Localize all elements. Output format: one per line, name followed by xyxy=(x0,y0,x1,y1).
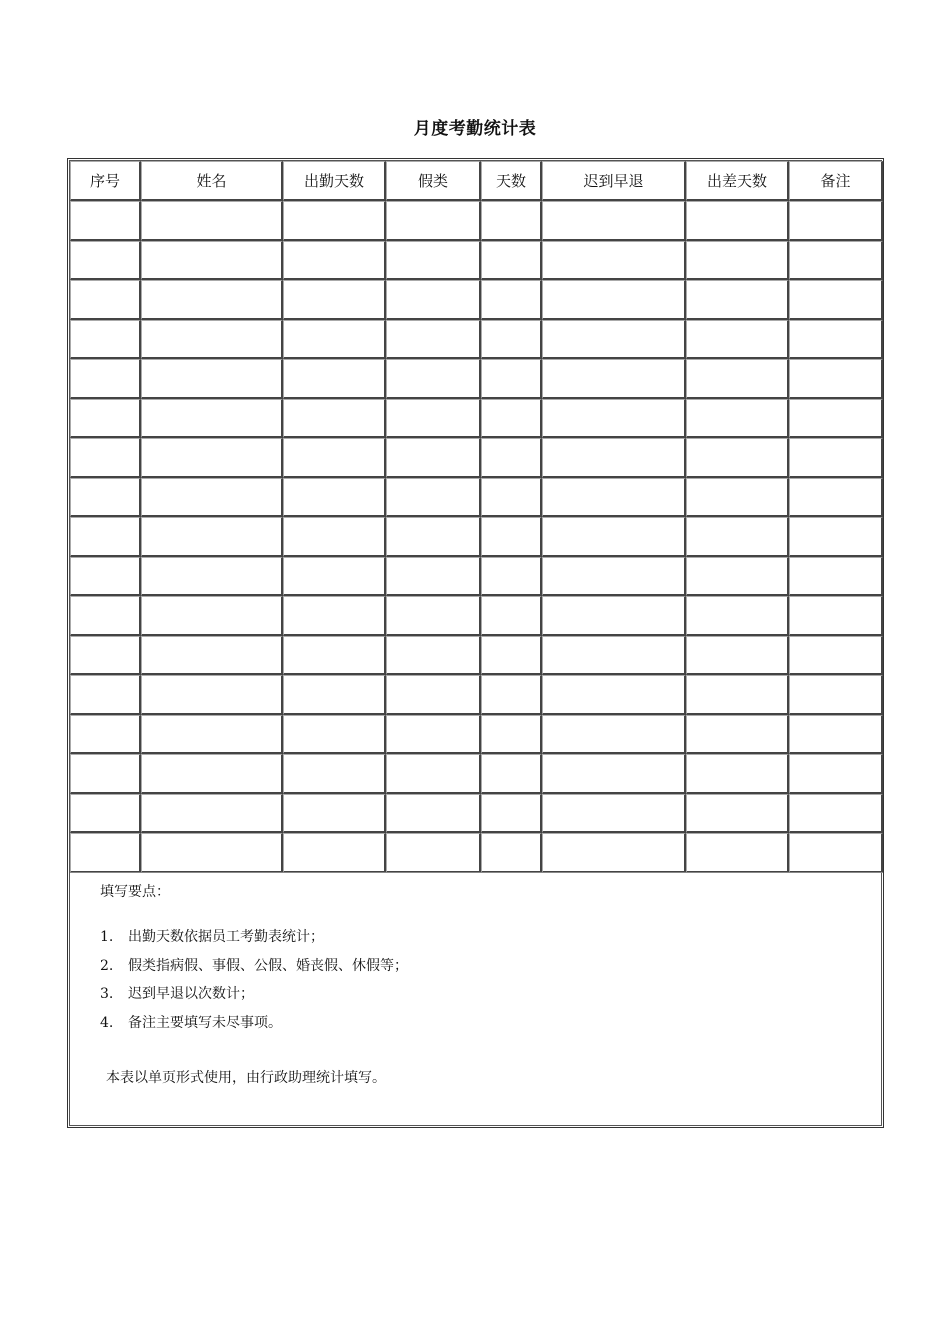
table-row xyxy=(70,794,883,834)
table-row xyxy=(70,280,883,320)
table-cell[interactable] xyxy=(283,478,386,518)
table-cell[interactable] xyxy=(789,596,883,636)
note-item xyxy=(100,956,408,985)
table-cell[interactable] xyxy=(386,596,481,636)
note-number: 4. xyxy=(100,1014,114,1031)
header-attendance-days: 出勤天数 xyxy=(283,161,386,201)
note-text: 假类指病假、事假、公假、婚丧假、休假等； xyxy=(128,957,408,974)
table-cell[interactable] xyxy=(141,241,283,281)
table-cell[interactable] xyxy=(789,438,883,478)
table-cell[interactable] xyxy=(283,517,386,557)
table-cell[interactable] xyxy=(686,320,789,360)
attendance-sheet xyxy=(67,158,884,1128)
table-cell[interactable] xyxy=(70,675,141,715)
table-cell[interactable] xyxy=(283,359,386,399)
table-cell[interactable] xyxy=(283,596,386,636)
table-row xyxy=(70,201,883,241)
table-cell[interactable] xyxy=(386,636,481,676)
note-number: 1. xyxy=(100,929,114,945)
table-cell[interactable] xyxy=(542,478,686,518)
table-cell[interactable] xyxy=(686,438,789,478)
table-row xyxy=(70,517,883,557)
table-cell[interactable] xyxy=(386,201,481,241)
notes-title: 填写要点： xyxy=(100,884,170,900)
table-cell[interactable] xyxy=(686,359,789,399)
table-cell[interactable] xyxy=(70,833,141,873)
table-cell[interactable] xyxy=(481,794,542,834)
table-cell[interactable] xyxy=(542,517,686,557)
table-cell[interactable] xyxy=(789,399,883,439)
table-cell[interactable] xyxy=(686,794,789,834)
table-cell[interactable] xyxy=(70,280,141,320)
table-cell[interactable] xyxy=(789,478,883,518)
table-cell[interactable] xyxy=(70,359,141,399)
table-row xyxy=(70,636,883,676)
table-cell[interactable] xyxy=(386,359,481,399)
table-cell[interactable] xyxy=(283,280,386,320)
note-item xyxy=(100,927,408,956)
table-cell[interactable] xyxy=(542,359,686,399)
table-cell[interactable] xyxy=(542,320,686,360)
table-cell[interactable] xyxy=(386,833,481,873)
table-row xyxy=(70,359,883,399)
table-cell[interactable] xyxy=(481,557,542,597)
table-cell[interactable] xyxy=(70,241,141,281)
note-item xyxy=(100,1013,408,1042)
table-cell[interactable] xyxy=(141,833,283,873)
table-cell[interactable] xyxy=(141,478,283,518)
table-cell[interactable] xyxy=(789,359,883,399)
table-row xyxy=(70,399,883,439)
table-cell[interactable] xyxy=(686,754,789,794)
table-cell[interactable] xyxy=(686,399,789,439)
table-cell[interactable] xyxy=(481,596,542,636)
table-cell[interactable] xyxy=(686,715,789,755)
note-text: 出勤天数依据员工考勤表统计； xyxy=(128,929,324,945)
table-cell[interactable] xyxy=(686,636,789,676)
table-row xyxy=(70,675,883,715)
table-cell[interactable] xyxy=(789,280,883,320)
note-item xyxy=(100,984,408,1013)
table-cell[interactable] xyxy=(283,320,386,360)
table-cell[interactable] xyxy=(141,320,283,360)
notes-list xyxy=(100,927,408,1041)
table-cell[interactable] xyxy=(542,754,686,794)
table-row xyxy=(70,596,883,636)
table-cell[interactable] xyxy=(141,517,283,557)
table-cell[interactable] xyxy=(283,675,386,715)
table-cell[interactable] xyxy=(283,833,386,873)
table-cell[interactable] xyxy=(141,399,283,439)
table-cell[interactable] xyxy=(481,359,542,399)
table-cell[interactable] xyxy=(386,478,481,518)
table-cell[interactable] xyxy=(386,675,481,715)
table-cell[interactable] xyxy=(70,320,141,360)
table-row xyxy=(70,557,883,597)
table-cell[interactable] xyxy=(70,596,141,636)
table-cell[interactable] xyxy=(542,201,686,241)
table-cell[interactable] xyxy=(481,636,542,676)
table-cell[interactable] xyxy=(386,399,481,439)
table-cell[interactable] xyxy=(141,201,283,241)
table-cell[interactable] xyxy=(542,715,686,755)
table-cell[interactable] xyxy=(789,320,883,360)
table-cell[interactable] xyxy=(141,794,283,834)
table-cell[interactable] xyxy=(542,557,686,597)
table-row xyxy=(70,478,883,518)
table-row xyxy=(70,715,883,755)
notes-section xyxy=(70,872,883,1125)
table-cell[interactable] xyxy=(141,675,283,715)
table-cell[interactable] xyxy=(686,517,789,557)
table-cell[interactable] xyxy=(283,636,386,676)
table-cell[interactable] xyxy=(542,399,686,439)
table-cell[interactable] xyxy=(789,557,883,597)
table-cell[interactable] xyxy=(481,399,542,439)
note-number: 3. xyxy=(100,986,114,1002)
table-cell[interactable] xyxy=(283,201,386,241)
table-row xyxy=(70,438,883,478)
table-cell[interactable] xyxy=(481,754,542,794)
note-number: 2. xyxy=(100,957,114,974)
header-serial-number: 序号 xyxy=(70,161,141,201)
table-cell[interactable] xyxy=(70,794,141,834)
table-cell[interactable] xyxy=(686,675,789,715)
table-cell[interactable] xyxy=(386,754,481,794)
note-text: 备注主要填写未尽事项。 xyxy=(128,1014,282,1031)
table-cell[interactable] xyxy=(789,241,883,281)
table-cell[interactable] xyxy=(70,478,141,518)
page-title: 月度考勤统计表 xyxy=(413,119,537,139)
table-cell[interactable] xyxy=(789,675,883,715)
table-cell[interactable] xyxy=(141,636,283,676)
table-cell[interactable] xyxy=(141,754,283,794)
table-cell[interactable] xyxy=(789,636,883,676)
table-cell[interactable] xyxy=(386,241,481,281)
table-cell[interactable] xyxy=(542,675,686,715)
table-cell[interactable] xyxy=(789,833,883,873)
table-row xyxy=(70,320,883,360)
table-cell[interactable] xyxy=(386,438,481,478)
table-cell[interactable] xyxy=(542,636,686,676)
table-cell[interactable] xyxy=(686,241,789,281)
table-cell[interactable] xyxy=(386,517,481,557)
table-cell[interactable] xyxy=(481,438,542,478)
table-cell[interactable] xyxy=(70,438,141,478)
attendance-table xyxy=(70,161,883,873)
table-cell[interactable] xyxy=(789,201,883,241)
table-cell[interactable] xyxy=(542,596,686,636)
header-business-trip-days: 出差天数 xyxy=(686,161,789,201)
table-cell[interactable] xyxy=(70,517,141,557)
table-cell[interactable] xyxy=(386,320,481,360)
table-row xyxy=(70,241,883,281)
table-cell[interactable] xyxy=(283,715,386,755)
header-late-early-leave: 迟到早退 xyxy=(542,161,686,201)
table-cell[interactable] xyxy=(789,517,883,557)
table-cell[interactable] xyxy=(542,833,686,873)
table-cell[interactable] xyxy=(70,399,141,439)
table-cell[interactable] xyxy=(481,280,542,320)
table-cell[interactable] xyxy=(481,201,542,241)
header-name: 姓名 xyxy=(141,161,283,201)
table-cell[interactable] xyxy=(283,794,386,834)
table-body xyxy=(70,201,883,873)
table-cell[interactable] xyxy=(283,438,386,478)
table-cell[interactable] xyxy=(686,478,789,518)
table-cell[interactable] xyxy=(686,201,789,241)
header-row xyxy=(70,161,883,201)
table-cell[interactable] xyxy=(481,833,542,873)
table-cell[interactable] xyxy=(481,715,542,755)
table-cell[interactable] xyxy=(141,438,283,478)
table-cell[interactable] xyxy=(70,557,141,597)
table-cell[interactable] xyxy=(542,241,686,281)
table-cell[interactable] xyxy=(70,636,141,676)
header-leave-type: 假类 xyxy=(386,161,481,201)
table-cell[interactable] xyxy=(542,280,686,320)
table-cell[interactable] xyxy=(789,794,883,834)
table-cell[interactable] xyxy=(70,201,141,241)
table-cell[interactable] xyxy=(141,557,283,597)
table-cell[interactable] xyxy=(386,280,481,320)
table-cell[interactable] xyxy=(542,794,686,834)
table-cell[interactable] xyxy=(141,596,283,636)
table-cell[interactable] xyxy=(141,715,283,755)
header-days: 天数 xyxy=(481,161,542,201)
notes-footer: 本表以单页形式使用，由行政助理统计填写。 xyxy=(106,1070,386,1086)
table-cell[interactable] xyxy=(481,320,542,360)
table-cell[interactable] xyxy=(481,478,542,518)
note-text: 迟到早退以次数计； xyxy=(128,986,254,1002)
table-cell[interactable] xyxy=(686,833,789,873)
table-row xyxy=(70,833,883,873)
table-cell[interactable] xyxy=(283,754,386,794)
table-cell[interactable] xyxy=(481,675,542,715)
table-row xyxy=(70,754,883,794)
table-cell[interactable] xyxy=(386,715,481,755)
header-remarks: 备注 xyxy=(789,161,883,201)
table-cell[interactable] xyxy=(141,280,283,320)
table-cell[interactable] xyxy=(283,399,386,439)
table-cell[interactable] xyxy=(542,438,686,478)
table-cell[interactable] xyxy=(481,517,542,557)
table-cell[interactable] xyxy=(141,359,283,399)
table-cell[interactable] xyxy=(686,280,789,320)
table-cell[interactable] xyxy=(283,241,386,281)
table-cell[interactable] xyxy=(789,754,883,794)
table-cell[interactable] xyxy=(386,794,481,834)
table-cell[interactable] xyxy=(481,241,542,281)
table-cell[interactable] xyxy=(70,754,141,794)
table-cell[interactable] xyxy=(386,557,481,597)
table-cell[interactable] xyxy=(283,557,386,597)
table-cell[interactable] xyxy=(686,557,789,597)
table-cell[interactable] xyxy=(789,715,883,755)
table-cell[interactable] xyxy=(70,715,141,755)
table-cell[interactable] xyxy=(686,596,789,636)
